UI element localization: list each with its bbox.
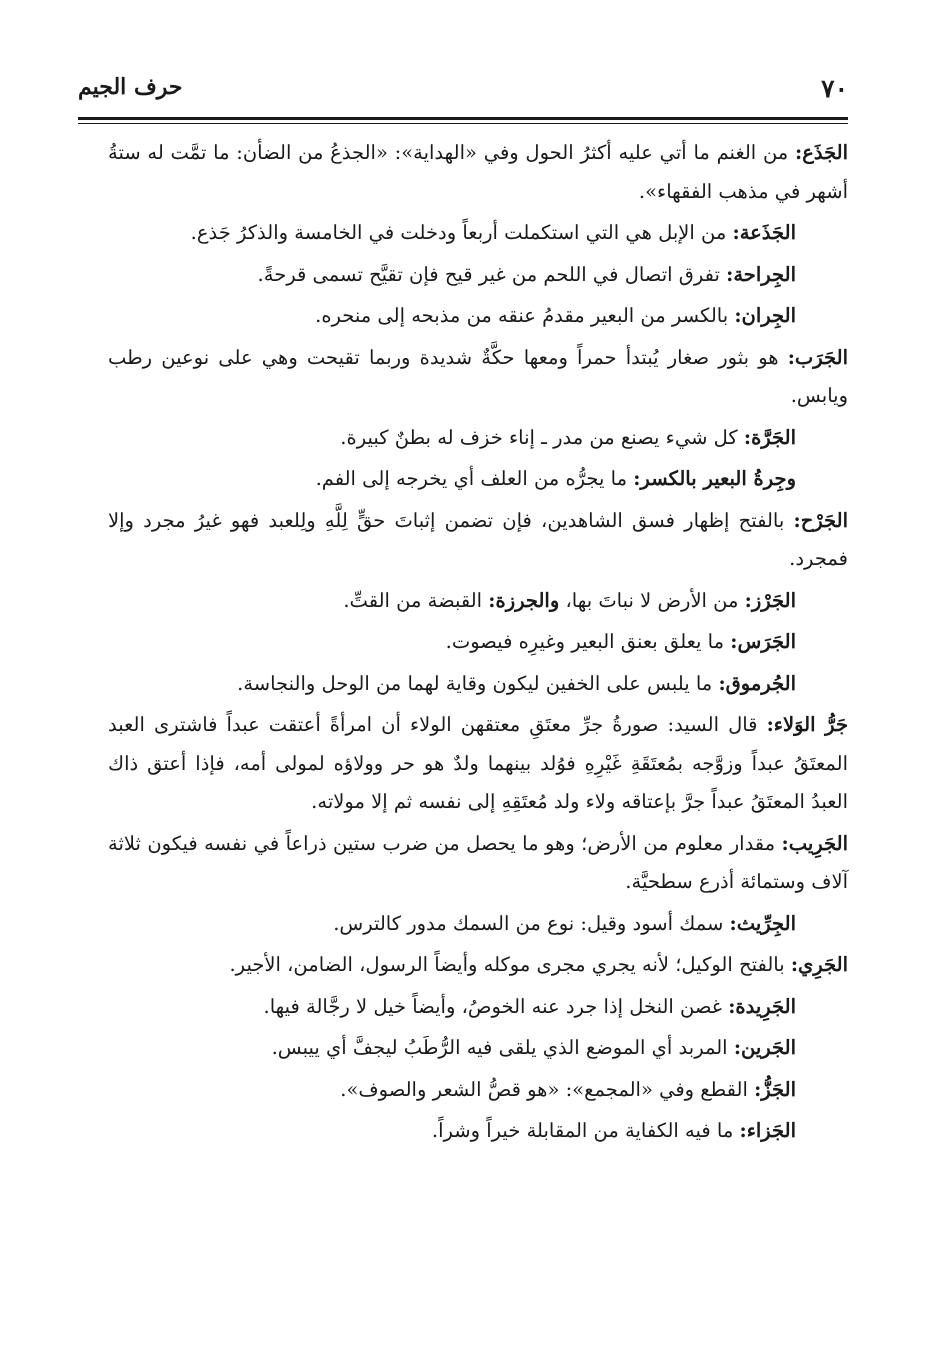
entry	[108, 946, 848, 985]
entry-definition: ما فيه الكفاية من المقابلة خيراً وشراً.	[431, 1119, 734, 1142]
entry-term: الجَرين:	[733, 1036, 796, 1059]
entry-definition-secondary: القبضة من القتِّ.	[343, 588, 483, 612]
entry	[108, 339, 848, 416]
entry-term: الجَرْز:	[744, 588, 796, 612]
entry	[108, 665, 848, 704]
entry-term: الجَذَعة:	[732, 221, 796, 244]
dictionary-entries	[108, 134, 848, 1154]
entry-term: وجِرةُ البعير بالكسر:	[633, 467, 796, 490]
entry	[108, 1071, 848, 1110]
entry	[108, 214, 848, 253]
entry-definition: بالفتح إظهار فسق الشاهدين، فإن تضمن إثباتَ حقٍّ لِلَّهِ ولِلعبد فهو غيرُ مجرد وإلا فمجرد.	[108, 508, 848, 570]
entry-term: الجِرِّيث:	[729, 911, 796, 935]
entry	[108, 905, 848, 944]
entry-definition: ما يجرُّه من العلف أي يخرجه إلى الفم.	[315, 467, 628, 490]
entry	[108, 623, 848, 662]
entry-definition: المربد أي الموضع الذي يلقى فيه الرُّطَبُ ليجفَّ أي ييبس.	[271, 1036, 728, 1059]
entry	[108, 419, 848, 458]
entry	[108, 134, 848, 211]
header-rule-thin	[78, 123, 848, 124]
entry	[108, 297, 848, 336]
header-rule-thick	[78, 117, 848, 120]
entry	[108, 256, 848, 295]
entry-definition: القطع وفي «المجمع»: «هو قصُّ الشعر والصوف».	[340, 1077, 748, 1101]
entry-term-secondary: والجرزة:	[488, 588, 560, 612]
entry	[108, 460, 848, 499]
entry-definition: ما يلبس على الخفين ليكون وقاية لهما من الوحل والنجاسة.	[237, 671, 713, 695]
entry-definition: غصن النخل إذا جرد عنه الخوصُ، وأيضاً خيل لا رجَّالة فيها.	[263, 994, 722, 1018]
entry	[108, 706, 848, 822]
entry-definition: من الإبل هي التي استكملت أربعاً ودخلت في الخامسة والذكرُ جَذع.	[190, 221, 727, 244]
entry-term: الجَرَّة:	[743, 425, 796, 449]
page-header	[78, 70, 848, 114]
entry	[108, 825, 848, 902]
entry-term: جَرُّ الوَلاء:	[766, 713, 848, 736]
entry-definition: قال السيد: صورةُ جرِّ معتَقِ معتقهن الولاء أن امرأةً أعتقت عبداً فاشترى العبد المعتَقُ عبداً وزوَّجه بمُعتَقَةِ غَيْرِهِ فوُلد بينهما ولدٌ هو حر وولاؤه لمولى أمه، فإذا أعتق ذاك العبدُ المعتَقُ عبداً جرَّ بإعتاقه ولاء ولد مُعتَقِهِ إلى نفسه ثم إلا مولاته.	[108, 713, 848, 813]
entry-definition: من الغنم ما أتي عليه أكثرُ الحول وفي «الهداية»: «الجذعُ من الضأن: ما تمَّت له ستةُ أشهر في مذهب الفقهاء».	[108, 141, 848, 203]
entry-term: الجَزُّ:	[754, 1077, 796, 1101]
entry	[108, 988, 848, 1027]
entry-term: الجُرموق:	[718, 671, 796, 695]
entry-term: الجَرْح:	[793, 508, 848, 532]
entry	[108, 502, 848, 579]
entry-term: الجَرَب:	[787, 345, 848, 369]
entry-term: الجَرِيدة:	[728, 994, 796, 1018]
entry-term: الجَرَس:	[730, 630, 796, 653]
running-title: حرف الجيم	[78, 74, 183, 100]
page-number: ٧٠	[821, 74, 848, 103]
entry	[108, 1029, 848, 1068]
entry	[108, 582, 848, 621]
entry-definition: بالكسر من البعير مقدمُ عنقه من مذبحه إلى منحره.	[315, 304, 729, 327]
entry-definition: كل شيء يصنع من مدر ـ إناء خزف له بطنٌ كبيرة.	[340, 425, 738, 449]
entry-definition: سمك أسود وقيل: نوع من السمك مدور كالترس.	[333, 911, 724, 935]
entry-term: الجِران:	[734, 304, 796, 327]
entry-definition: مقدار معلوم من الأرض؛ وهو ما يحصل من ضرب ستين ذراعاً في نفسه فيكون ثلاثة آلاف وستمائة أذرع سطحيَّة.	[108, 831, 848, 893]
entry-term: الجَزاء:	[739, 1119, 796, 1142]
entry-definition: بالفتح الوكيل؛ لأنه يجري مجرى موكله وأيضاً الرسول، الضامن، الأجير.	[229, 953, 785, 976]
entry-definition: تفرق اتصال في اللحم من غير قيح فإن تقيَّح تسمى قرحةً.	[257, 262, 720, 286]
entry-term: الجَرِيب:	[781, 831, 848, 855]
entry-term: الجَذَع:	[795, 141, 849, 164]
entry-definition: ما يعلق بعنق البعير وغيرِه فيصوت.	[445, 630, 725, 653]
entry-definition: هو بثور صغار يُبتدأ حمراً ومعها حكَّةٌ شديدة وربما تقيحت وهي على نوعين رطب ويابس.	[108, 345, 848, 407]
entry-definition: من الأرض لا نباتَ بها،	[565, 588, 739, 612]
entry-term: الجِراحة:	[726, 262, 796, 286]
entry-term: الجَرِي:	[790, 953, 848, 976]
entry	[108, 1112, 848, 1151]
